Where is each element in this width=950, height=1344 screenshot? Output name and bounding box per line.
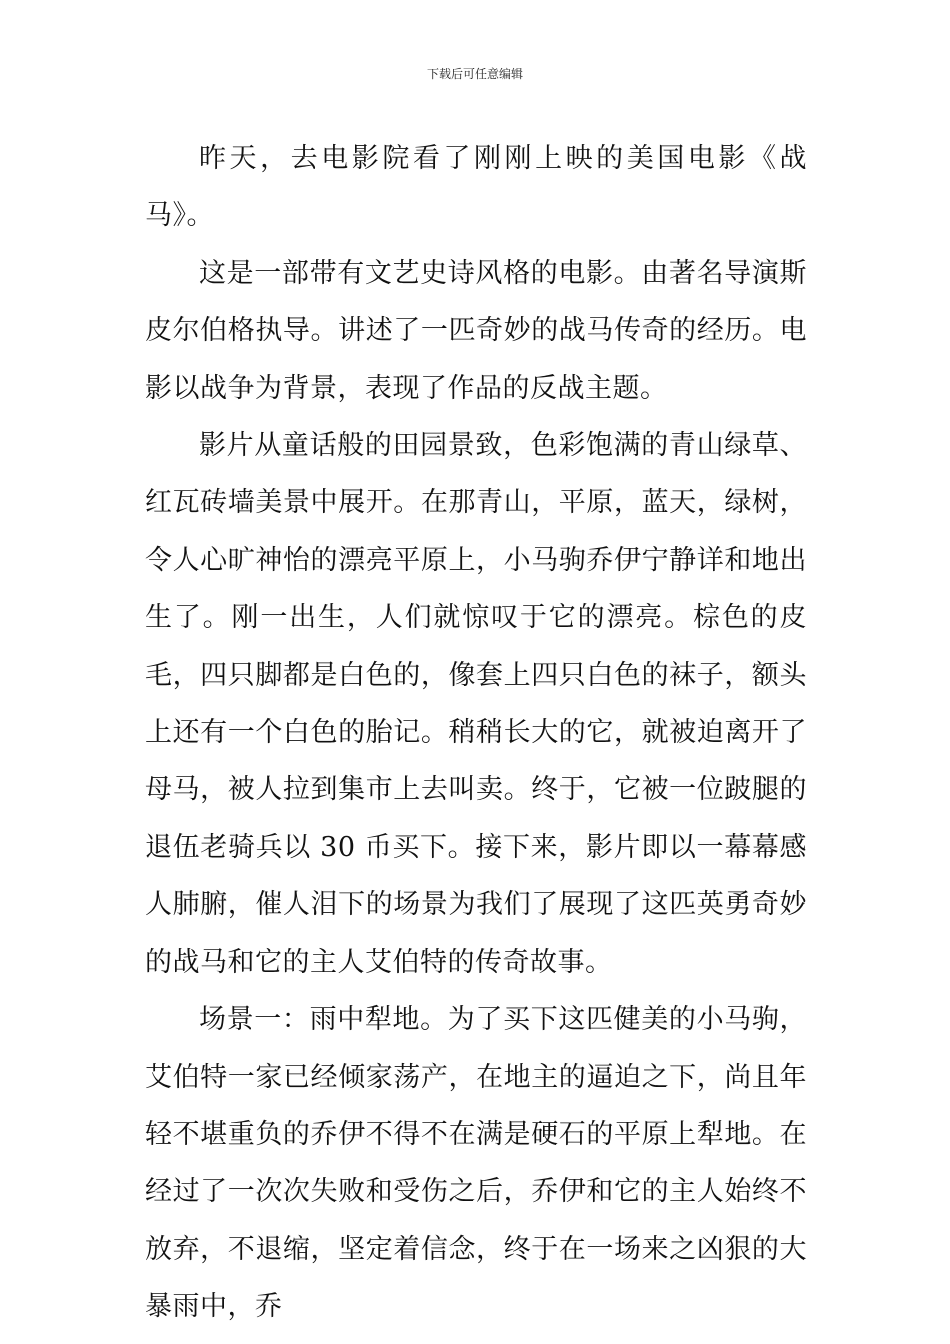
- paragraph-story: 影片从童话般的田园景致，色彩饱满的青山绿草、红瓦砖墙美景中展开。在那青山，平原，蓝天，绿树，令人心旷神怡的漂亮平原上，小马驹乔伊宁静详和地出生了。刚一出生，人们就惊叹于它的漂亮。棕色的皮毛，四只脚都是白色的，像套上四只白色的袜子，额头上还有一个白色的胎记。稍稍长大的它，就被迫离开了母马，被人拉到集市上去叫卖。终于，它被一位跛腿的退伍老骑兵以 30 币买下。接下来，影片即以一幕幕感人肺腑，催人泪下的场景为我们了展现了这匹英勇奇妙的战马和它的主人艾伯特的传奇故事。: [145, 430, 807, 978]
- paragraph-scene-one: 场景一：雨中犁地。为了买下这匹健美的小马驹，艾伯特一家已经倾家荡产，在地主的逼迫之下，尚且年轻不堪重负的乔伊不得不在满是硬石的平原上犁地。在经过了一次次失败和受伤之后，乔伊和它的主人始终不放弃，不退缩，坚定着信念，终于在一场来之凶狠的大暴雨中，乔: [145, 1004, 807, 1323]
- paragraph-intro: 昨天，去电影院看了刚刚上映的美国电影《战马》。: [145, 143, 807, 232]
- article-body: [145, 130, 807, 1336]
- download-note: 下载后可任意编辑: [426, 67, 523, 81]
- paragraph-overview: 这是一部带有文艺史诗风格的电影。由著名导演斯皮尔伯格执导。讲述了一匹奇妙的战马传奇的经历。电影以战争为背景，表现了作品的反战主题。: [145, 257, 807, 404]
